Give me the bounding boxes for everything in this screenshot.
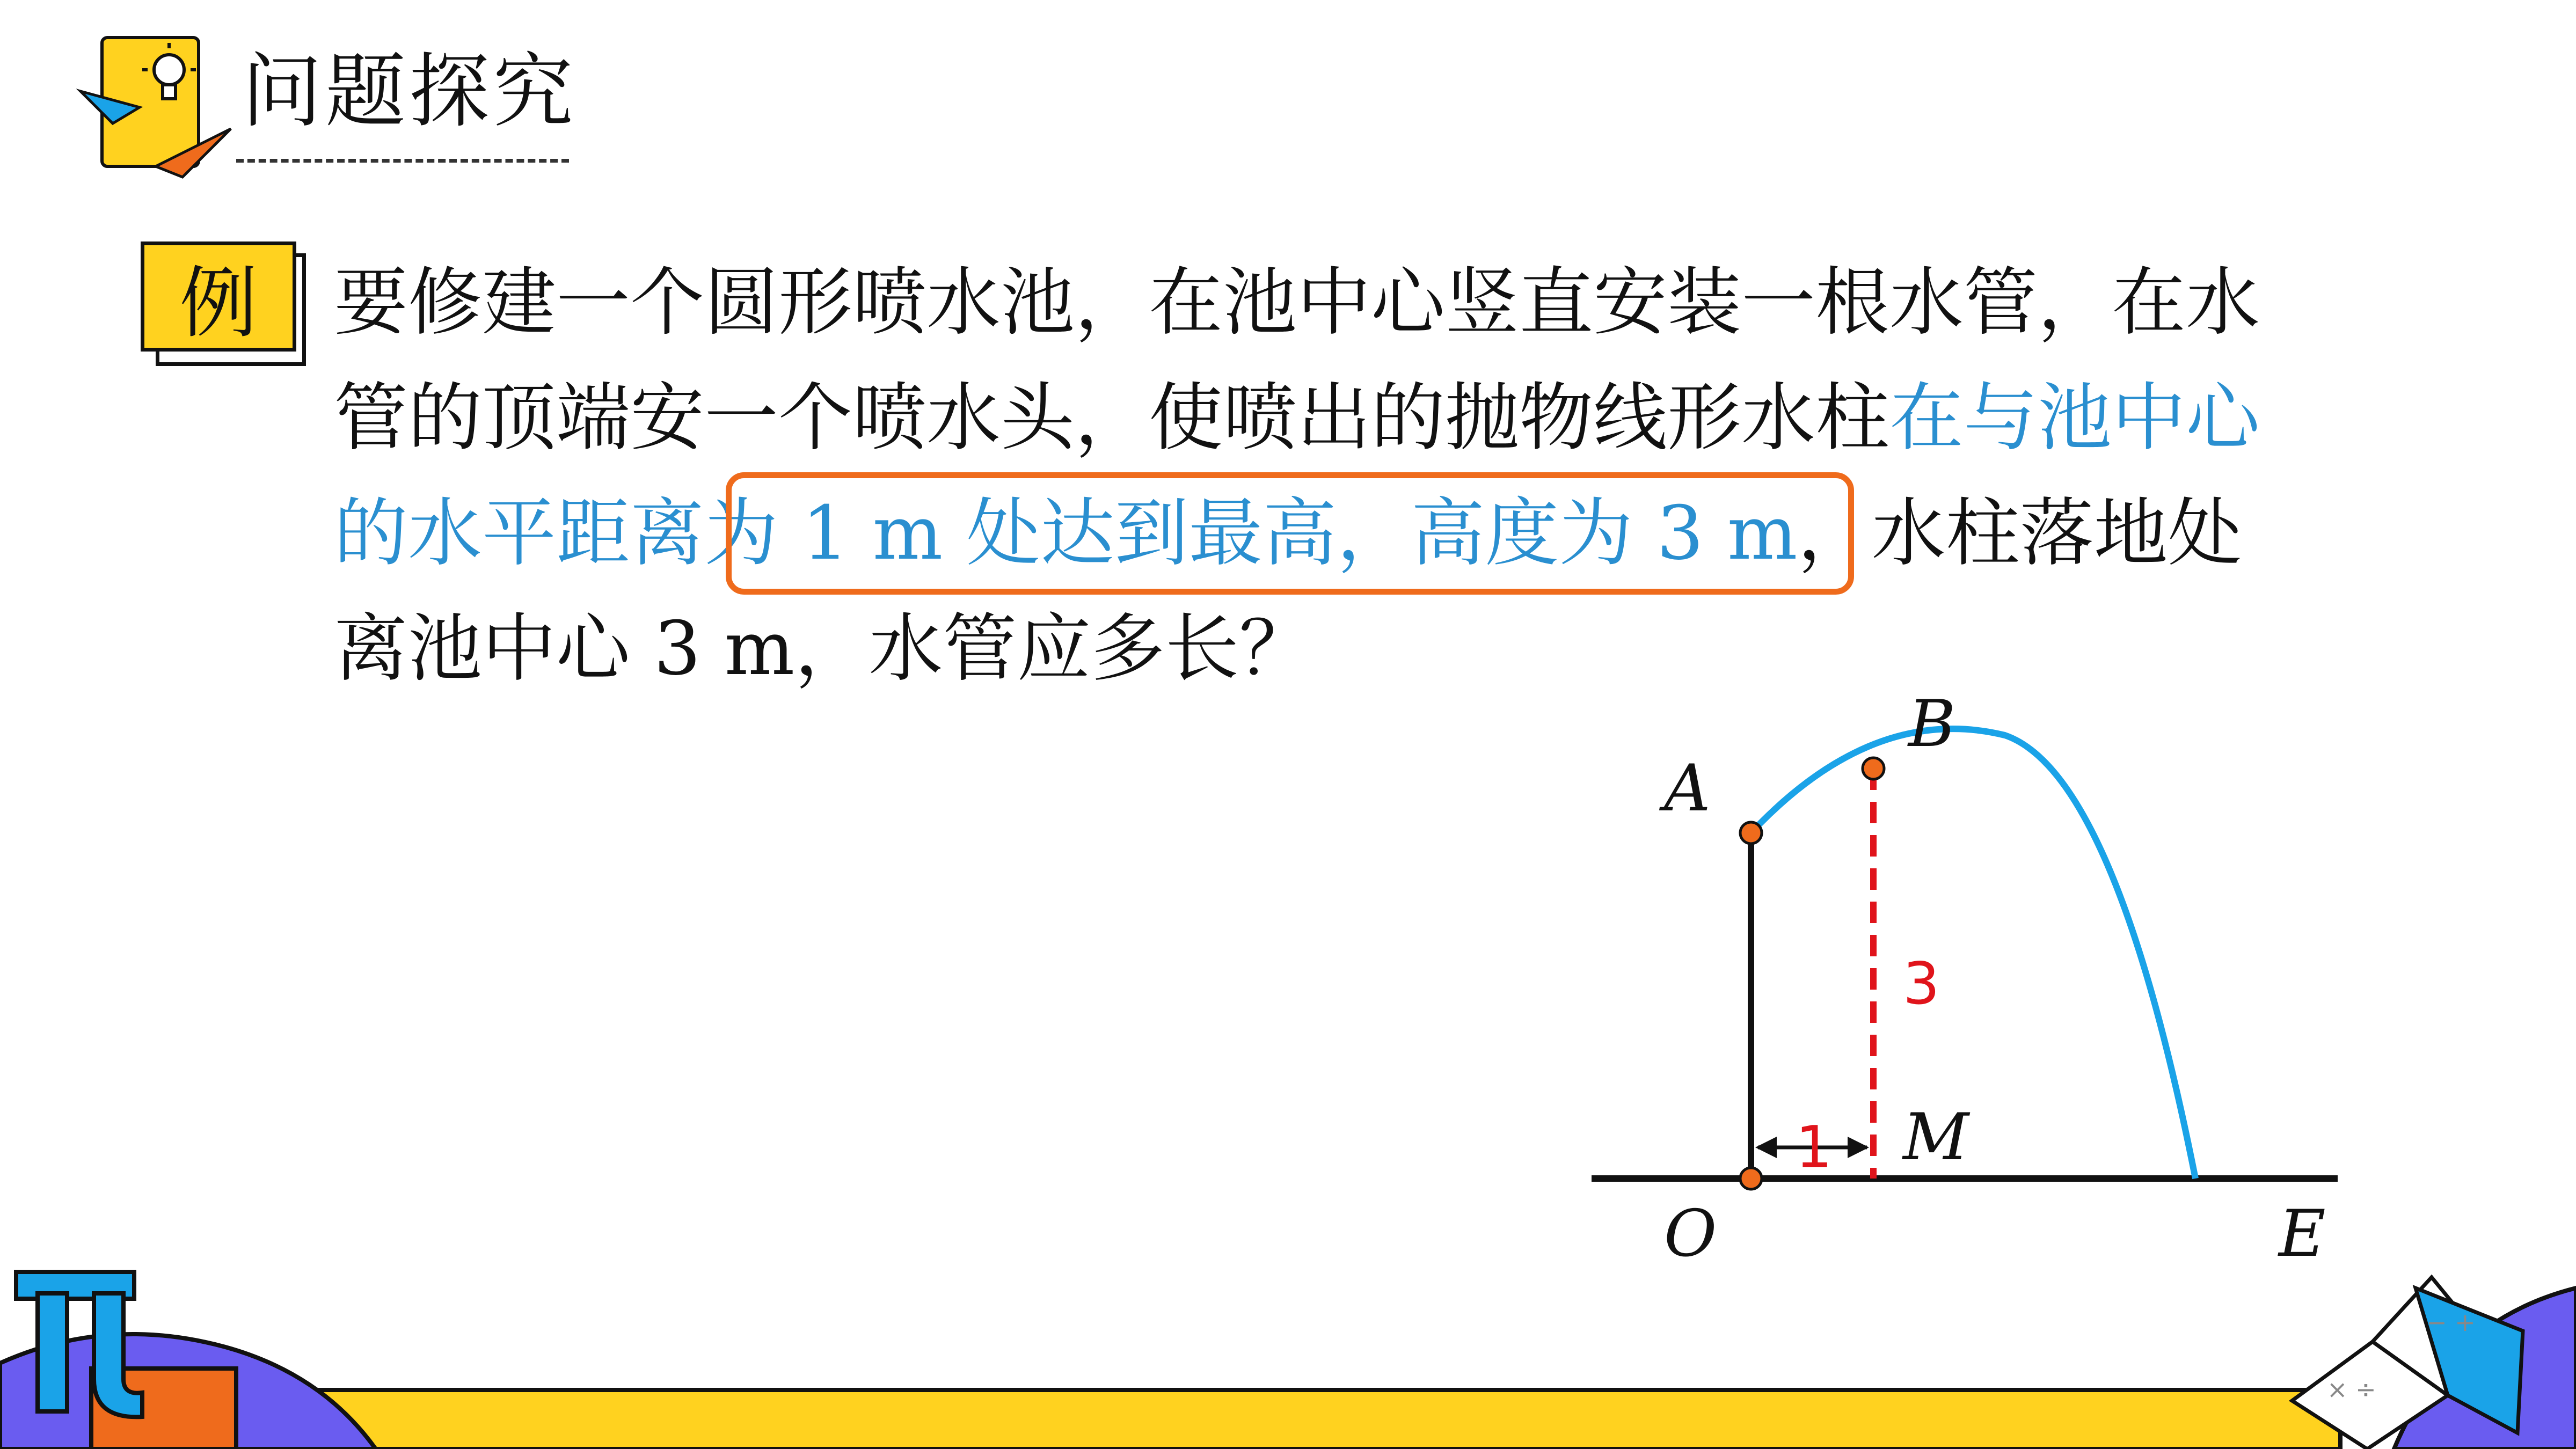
example-badge: 例 — [141, 241, 296, 352]
problem-highlight-text: 的水平距离为 1 m 处达到最高，高度为 3 m — [334, 490, 1798, 576]
svg-text:× ÷: × ÷ — [2327, 1375, 2376, 1404]
highlight-box — [726, 472, 1854, 595]
problem-line-1: 要修建一个圆形喷水池，在池中心竖直安装一根水管，在水 — [334, 259, 2260, 346]
page-title: 问题探究 — [242, 45, 577, 138]
footer-bar — [301, 1390, 2340, 1449]
point-B — [1863, 758, 1884, 779]
label-E: E — [2279, 1197, 2326, 1271]
label-B: B — [1908, 687, 1956, 762]
horizontal-measure-arrow — [1755, 1137, 1869, 1158]
problem-line-2 — [334, 375, 2260, 461]
label-A: A — [1664, 751, 1711, 826]
problem-line-2-text: 管的顶端安一个喷水头，使喷出的抛物线形水柱 — [334, 375, 1890, 461]
left-decoration — [0, 1272, 376, 1449]
label-M: M — [1903, 1100, 1969, 1175]
footer-decoration — [0, 1256, 2576, 1449]
height-measure-label: 3 — [1903, 950, 1940, 1018]
label-O: O — [1664, 1197, 1717, 1271]
header-icon-group — [75, 32, 236, 182]
svg-text:− +: − + — [2426, 1308, 2476, 1337]
problem-line-4: 离池中心 3 m，水管应多长？ — [334, 605, 1313, 692]
problem-highlight-text: 在与池中心 — [1889, 375, 2260, 461]
point-O — [1740, 1168, 1762, 1189]
horizontal-measure-label: 1 — [1796, 1114, 1833, 1181]
right-decoration — [2292, 1277, 2576, 1449]
parabola-curve — [1751, 729, 2195, 1179]
point-A — [1740, 822, 1762, 844]
problem-line-3-text: ，水柱落地处 — [1797, 490, 2242, 576]
title-underline — [236, 159, 569, 163]
